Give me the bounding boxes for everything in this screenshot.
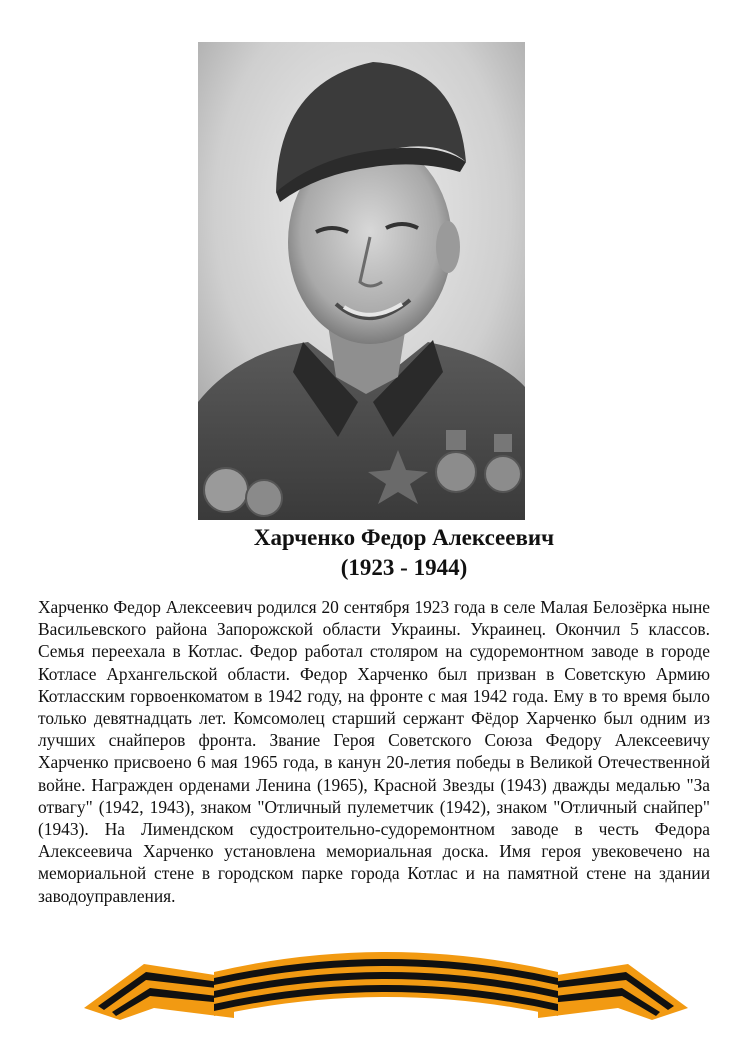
hero-years: (1923 - 1944) [340, 555, 468, 580]
hero-name: Харченко Федор Алексеевич [253, 525, 555, 550]
hero-portrait-photo [198, 42, 525, 520]
st-george-ribbon [84, 938, 688, 1024]
portrait-image [198, 42, 525, 520]
biography-text: Харченко Федор Алексеевич родился 20 сентября 1923 года в селе Малая Белозёрка ныне Васильевского района Запорожской области Украины. Украинец. Окончил 5 классов. Семья переехала в Котлас. Федор работал столяром на судоремонтном заводе в городе Котласе Архангельской области. Федор Харченко был призван в Советскую Армию Котласским горвоенкоматом в 1942 году, на фронте с мая 1942 года. Ему в то время было только девятнадцать лет. Комсомолец старший сержант Фёдор Харченко был одним из лучших снайперов фронта. Звание Героя Советского Союза Федору Алексеевичу Харченко присвоено 6 мая 1965 года, в канун 20-летия победы в Великой Отечественной войне. Награжден орденами Ленина (1965), Красной Звезды (1943) дважды медалью "За отвагу" (1942, 1943), знаком "Отличный пулеметчик (1942), знаком "Отличный снайпер" (1943). На Лимендском судостроительно-судоремонтном заводе в честь Федора Алексеевича Харченко установлена мемориальная доска. Имя героя увековечено на мемориальной стене в городском парке города Котлас и на памятной стене на здании заводоуправления. [38, 597, 710, 906]
